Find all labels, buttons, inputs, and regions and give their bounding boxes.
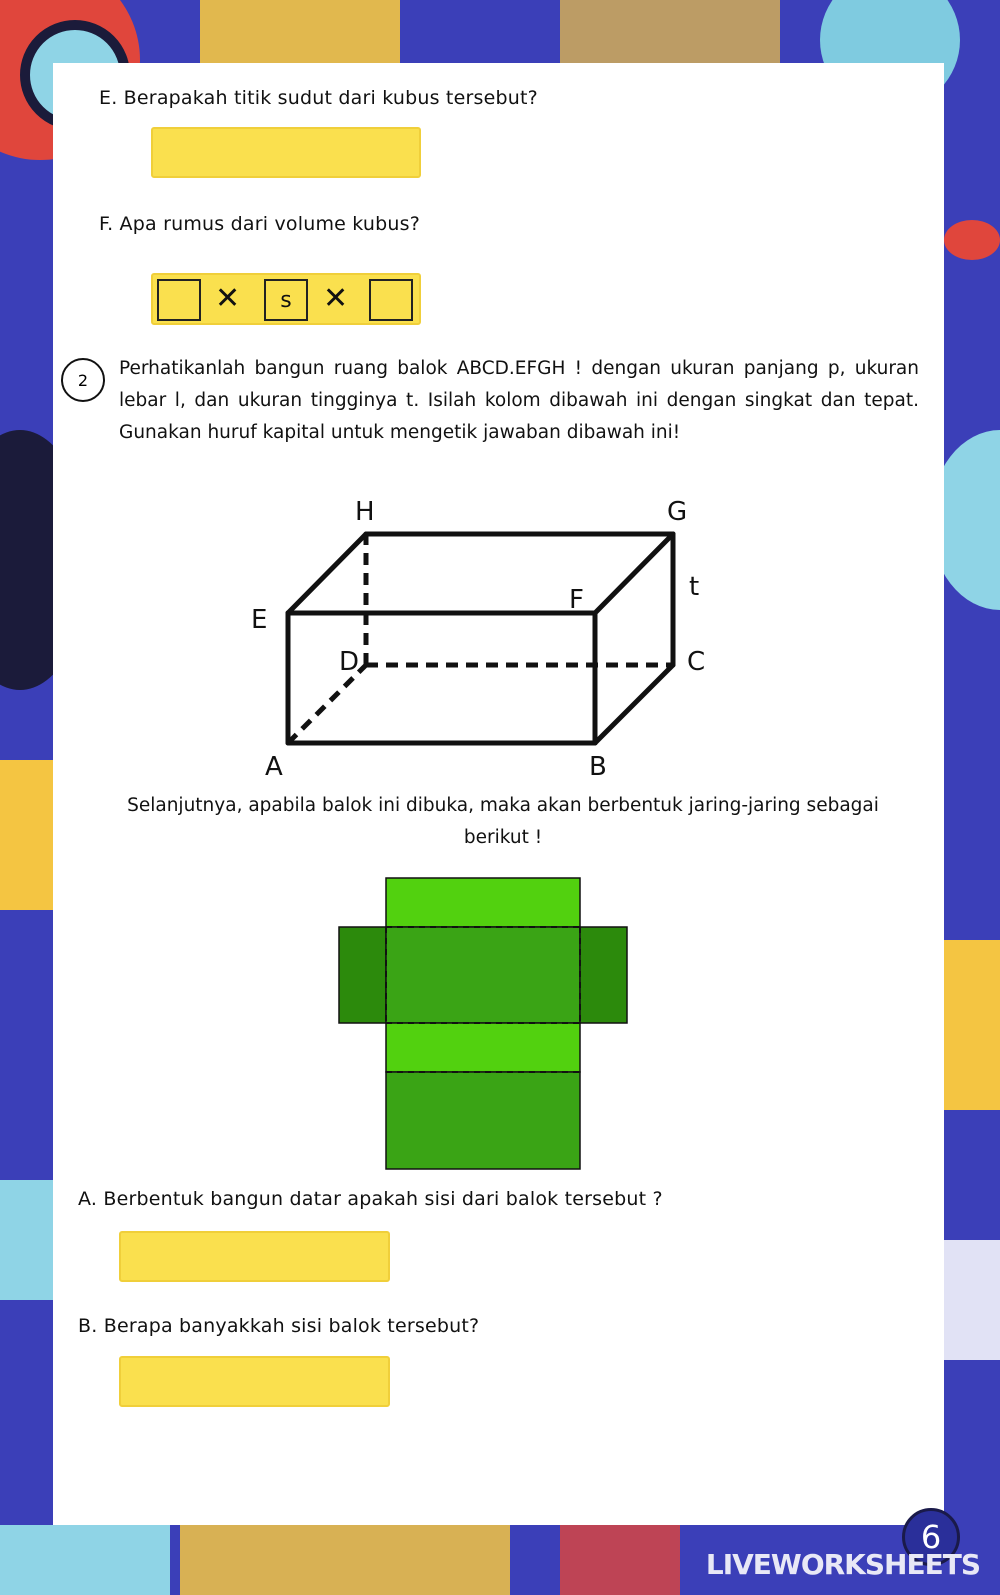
liveworksheets-logo: LIVEWORKSHEETS [705,1548,980,1581]
volume-formula-box [151,273,421,325]
edge-fg [595,534,673,613]
section-instructions: Perhatikanlah bangun ruang balok ABCD.EFGH ! dengan ukuran panjang p, ukuran lebar l, dan ukuran tingginya t. Isilah kolom dibawah ini dengan singkat dan tepat. Gunakan huruf kapital untuk mengetik jawaban dibawah ini! [119,358,919,443]
net-face-front [386,927,580,1023]
label-a: A [265,752,283,782]
formula-side-s: s [264,279,308,321]
net-face-bottom [386,1023,580,1072]
times-sign-1: ✕ [215,281,241,316]
question-b: B. Berapa banyakkah sisi balok tersebut? [78,1315,480,1337]
net-face-top [386,878,580,927]
label-d: D [339,647,360,677]
cuboid-net-diagram [337,876,629,1172]
net-face-left [339,927,386,1023]
label-t: t [689,572,700,602]
answer-a-input[interactable] [119,1231,390,1282]
times-sign-2: ✕ [323,281,349,316]
label-c: C [687,647,706,677]
question-a: A. Berbentuk bangun datar apakah sisi dari balok tersebut ? [78,1188,663,1210]
page-number-badge: 6 [902,1508,960,1566]
answer-e-input[interactable] [151,127,421,178]
formula-input-2[interactable] [369,279,413,321]
question-e: E. Berapakah titik sudut dari kubus tersebut? [99,87,538,109]
cuboid-diagram [233,488,733,788]
net-face-right [580,927,627,1023]
edge-bc [595,665,673,743]
label-h: H [355,497,375,527]
net-face-back [386,1072,580,1169]
edge-eh [288,534,366,613]
label-e: E [251,605,268,635]
label-g: G [667,497,688,527]
answer-b-input[interactable] [119,1356,390,1407]
label-f: F [569,585,584,615]
worksheet-page [53,63,944,1525]
net-caption: Selanjutnya, apabila balok ini dibuka, maka akan berbentuk jaring-jaring sebagai berikut ! [127,795,879,848]
question-f: F. Apa rumus dari volume kubus? [99,213,421,235]
section-number: 2 [61,358,105,402]
formula-input-1[interactable] [157,279,201,321]
label-b: B [589,752,607,782]
